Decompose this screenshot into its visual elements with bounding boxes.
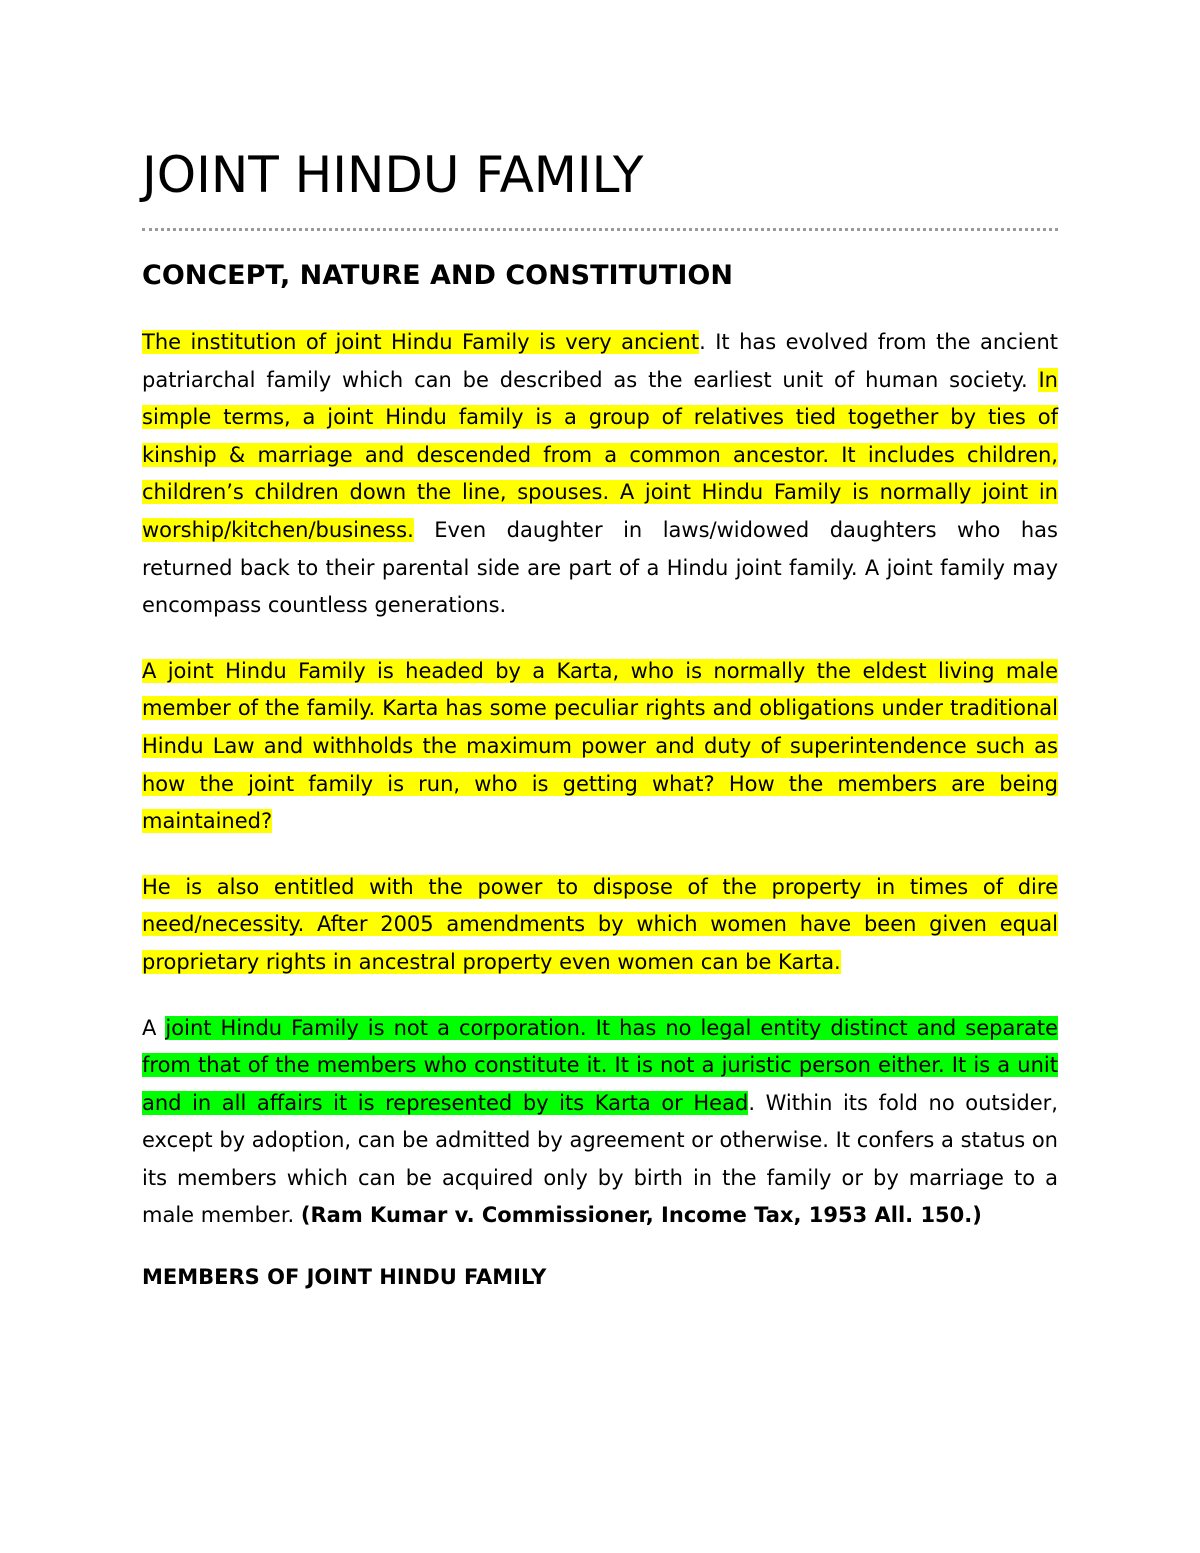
paragraph-karta-powers [142,869,1058,982]
paragraph-text: Even daughter in laws/widowed daughters who has returned back to their parental side are part of a Hindu joint family. A joint family may encompass countless generations. [142,517,1058,618]
paragraph-text: . Within its fold no outsider, except by adoption, can be admitted by agreement or otherwise. It confers a status on its members which can be acquired only by birth in the family or by marriage to a male member. [142,1090,1058,1228]
paragraph-intro [142,324,1058,625]
paragraph-text: . It has evolved from the ancient patriarchal family which can be described as the earliest unit of human society. [142,330,1058,392]
highlight-yellow: In simple terms, a joint Hindu family is a group of relatives tied together by ties of kinship & marriage and descended from a common ancestor. It includes children, children’s children down the line, spouses. A joint Hindu Family is normally joint in worship/kitchen/business. [142,367,1058,542]
paragraph-legal-entity [142,1010,1058,1236]
paragraph-karta [142,653,1058,841]
case-citation: (Ram Kumar v. Commissioner, Income Tax, 1953 All. 150.) [300,1203,982,1228]
paragraph-text: A [142,1015,166,1040]
sub-heading-members: MEMBERS OF JOINT HINDU FAMILY [142,1265,547,1290]
highlight-yellow: The institution of joint Hindu Family is very ancient [142,330,700,354]
document-page [142,140,1058,1296]
highlight-yellow: A joint Hindu Family is headed by a Karta, who is normally the eldest living male member of the family. Karta has some peculiar rights and obligations under traditional Hindu Law and withholds the maximum power and duty of superintendence such as how the joint family is run, who is getting what? How the members are being maintained? [142,658,1058,834]
section-heading: CONCEPT, NATURE AND CONSTITUTION [142,260,733,291]
document-title: JOINT HINDU FAMILY [142,146,644,204]
highlight-green: joint Hindu Family is not a corporation. It has no legal entity distinct and separate from that of the members who constitute it. It is not a juristic person either. It is a unit and in all affairs it is represented by its Karta or Head [142,1015,1058,1115]
highlight-yellow: He is also entitled with the power to dispose of the property in times of dire need/necessity. After 2005 amendments by which women have been given equal proprietary rights in ancestral property even women can be Karta. [142,874,1058,974]
title-divider [142,228,1058,234]
